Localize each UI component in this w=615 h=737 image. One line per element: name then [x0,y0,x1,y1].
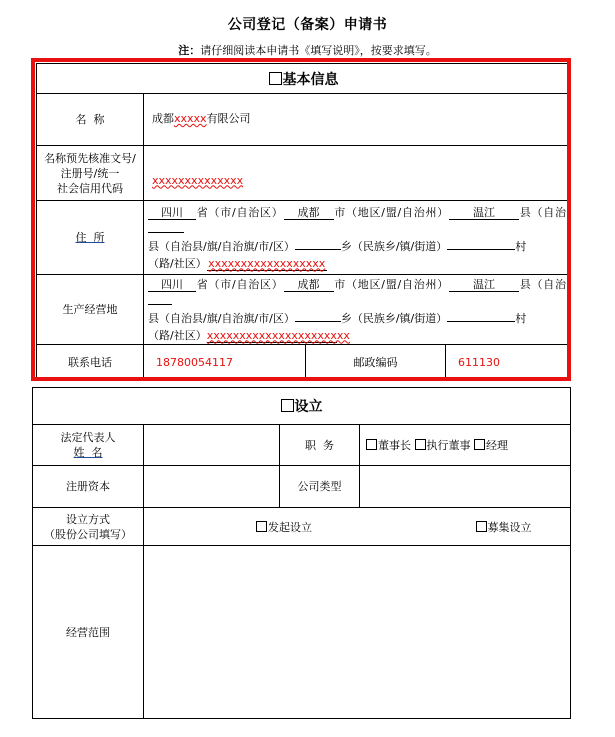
phone-label: 联系电话 [37,345,144,381]
phone-row [37,345,571,381]
legal-rep-label: 法定代表人 姓 名 [33,425,144,466]
capital-row [33,466,571,508]
checkbox-icon[interactable] [415,439,426,450]
method-offering-option[interactable]: 募集设立 [476,521,532,534]
setup-table [32,387,571,719]
credit-code-field[interactable]: xxxxxxxxxxxxxx [144,146,571,201]
business-address-label: 生产经营地 [37,275,144,345]
position-options [360,425,571,466]
setup-header-row [33,388,571,425]
basic-info-header: 基本信息 [37,64,571,94]
checkbox-icon [281,399,294,412]
checkbox-icon[interactable] [256,521,267,532]
credit-code-row [37,146,571,201]
position-chairman-option[interactable]: 董事长 [366,439,411,452]
postal-code-field[interactable]: 611130 [446,345,571,381]
legal-rep-name-field[interactable] [144,425,280,466]
residence-label: 住 所 [37,201,144,275]
checkbox-icon[interactable] [476,521,487,532]
capital-label: 注册资本 [33,466,144,508]
checkbox-icon[interactable] [474,439,485,450]
setup-method-label: 设立方式 （股份公司填写） [33,508,144,546]
capital-field[interactable] [144,466,280,508]
residence-row [37,201,571,275]
checkbox-icon [269,72,282,85]
setup-header: 设立 [33,388,571,425]
phone-field[interactable]: 18780054117 [144,345,306,381]
business-scope-label: 经营范围 [33,546,144,719]
business-address-row [37,275,571,345]
position-manager-option[interactable]: 经理 [474,439,508,452]
company-name-field[interactable]: 成都xxxxx有限公司 [144,94,571,146]
fill-notice: 注：请仔细阅读本申请书《填写说明》，按要求填写。 [178,44,437,57]
credit-code-label: 名称预先核准文号/ 注册号/统一 社会信用代码 [37,146,144,201]
setup-method-row [33,508,571,546]
company-type-label: 公司类型 [280,466,360,508]
business-scope-row [33,546,571,719]
company-name-row [37,94,571,146]
basic-info-header-row [37,64,571,94]
business-scope-field[interactable] [144,546,571,719]
residence-address[interactable]: 四川 省（市/自治区） 成都 市（地区/盟/自治州） 温江 县（自治 县（自治县/旗/自治旗/市/区） 乡（民族乡/镇/街道） 村 （路/社区）xxxxxxxxxxxxxxxxxx [144,201,571,275]
company-name-label: 名 称 [37,94,144,146]
legal-rep-row [33,425,571,466]
company-type-field[interactable] [360,466,571,508]
position-label: 职 务 [280,425,360,466]
checkbox-icon[interactable] [366,439,377,450]
postal-code-label: 邮政编码 [306,345,446,381]
basic-info-table [36,63,571,381]
business-address[interactable]: 四川 省（市/自治区） 成都 市（地区/盟/自治州） 温江 县（自治 县（自治县/旗/自治旗/市/区） 乡（民族乡/镇/街道） 村 （路/社区）xxxxxxxxxxxxxxxxxxxxxx [144,275,571,345]
method-promotion-option[interactable]: 发起设立 [256,521,312,534]
setup-method-options [144,508,571,546]
position-exec-director-option[interactable]: 执行董事 [415,439,471,452]
form-title: 公司登记（备案）申请书 [227,17,388,33]
